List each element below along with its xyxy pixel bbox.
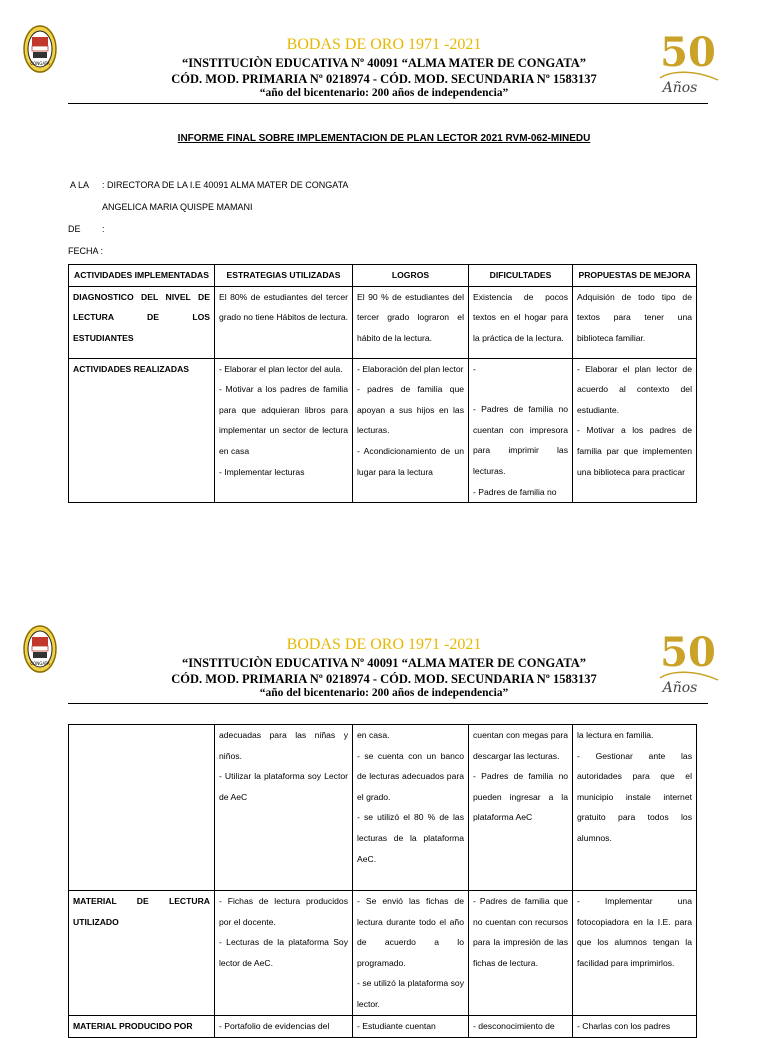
- table-cell: cuentan con megas para descargar las lecturas. - Padres de familia no pueden ingresar a la plataforma AeC: [469, 725, 573, 891]
- table-cell: adecuadas para las niñas y niños. - Utilizar la plataforma soy Lector de AeC: [215, 725, 353, 891]
- header-strategies: ESTRATEGIAS UTILIZADAS: [215, 265, 353, 287]
- table-row: [69, 358, 697, 503]
- row-label-reading-material: MATERIAL DE LECTURA UTILIZADO: [69, 891, 215, 1016]
- header-activities: ACTIVIDADES IMPLEMENTADAS: [69, 265, 215, 287]
- table-cell: [69, 725, 215, 891]
- modular-codes: CÓD. MOD. PRIMARIA Nº 0218974 - CÓD. MOD. SECUNDARIA Nº 1583137: [171, 72, 597, 86]
- sender-label: DE: [68, 224, 81, 234]
- header-difficulties: DIFICULTADES: [469, 265, 573, 287]
- year-motto: “año del bicentenario: 200 años de independencia”: [259, 687, 509, 699]
- table-cell: - Estudiante cuentan: [353, 1015, 469, 1037]
- svg-text:CONGATA: CONGATA: [30, 61, 50, 66]
- modular-codes: CÓD. MOD. PRIMARIA Nº 0218974 - CÓD. MOD. SECUNDARIA Nº 1583137: [171, 672, 597, 686]
- table-cell: - Charlas con los padres: [573, 1015, 697, 1037]
- table-cell: - Elaboración del plan lector - padres de familia que apoyan a sus hijos en las lecturas. - Acondicionamiento de un lugar para la lectura: [353, 358, 469, 503]
- recipient-value: : DIRECTORA DE LA I.E 40091 ALMA MATER DE CONGATA: [102, 180, 349, 190]
- svg-text:50: 50: [660, 30, 716, 76]
- celebration-title: BODAS DE ORO 1971 -2021: [286, 36, 482, 53]
- table-header-row: [69, 265, 697, 287]
- table-cell: Adquisión de todo tipo de textos para tener una biblioteca familiar.: [573, 286, 697, 358]
- header-proposals: PROPUESTAS DE MEJORA: [573, 265, 697, 287]
- table-row: [69, 725, 697, 891]
- table-cell: - Fichas de lectura producidos por el docente. - Lecturas de la plataforma Soy lector de AeC.: [215, 891, 353, 1016]
- celebration-title: BODAS DE ORO 1971 -2021: [286, 636, 482, 653]
- sender-value: :: [102, 224, 105, 234]
- table-cell: - Elaborar el plan lector del aula. - Motivar a los padres de familia para que adquieran libros para implementar un sector de lectura en casa - Implementar lecturas: [215, 358, 353, 503]
- table-cell: - Padres de familia que no cuentan con recursos para la impresión de las fichas de lectura.: [469, 891, 573, 1016]
- svg-text:Años: Años: [662, 680, 698, 696]
- row-label-diagnostic: DIAGNOSTICO DEL NIVEL DE LECTURA DE LOS ESTUDIANTES: [69, 286, 215, 358]
- table-cell: - - Padres de familia no cuentan con impresora para imprimir las lecturas. - Padres de familia no: [469, 358, 573, 503]
- institution-name: “INSTITUCIÒN EDUCATIVA Nº 40091 “ALMA MATER DE CONGATA”: [181, 56, 587, 70]
- year-motto: “año del bicentenario: 200 años de independencia”: [259, 87, 509, 99]
- table-cell: en casa. - se cuenta con un banco de lecturas adecuados para el grado. - se utilizó el 80 % de las lecturas de la plataforma AeC.: [353, 725, 469, 891]
- date-label: FECHA :: [68, 246, 104, 256]
- table-cell: - Portafolio de evidencias del: [215, 1015, 353, 1037]
- svg-text:CONGATA: CONGATA: [30, 661, 50, 666]
- table-cell: Existencia de pocos textos en el hogar para la práctica de la lectura.: [469, 286, 573, 358]
- recipient-name: ANGELICA MARIA QUISPE MAMANI: [102, 202, 253, 212]
- row-label-activities: ACTIVIDADES REALIZADAS: [69, 358, 215, 503]
- report-table-part-1: [68, 264, 697, 503]
- table-cell: - Implementar una fotocopiadora en la I.E. para que los alumnos tengan la facilidad para imprimirlos.: [573, 891, 697, 1016]
- recipient-label: A LA: [70, 180, 90, 190]
- table-row: [69, 1015, 697, 1037]
- header-divider: [68, 703, 708, 704]
- row-label-produced-material: MATERIAL PRODUCIDO POR: [69, 1015, 215, 1037]
- table-cell: El 80% de estudiantes del tercer grado no tiene Hábitos de lectura.: [215, 286, 353, 358]
- letterhead: [0, 0, 768, 110]
- document-page-2: [0, 600, 768, 1031]
- table-cell: - Se envió las fichas de lectura durante todo el año de acuerdo a lo programado. - se utilizó la plataforma soy lector.: [353, 891, 469, 1016]
- table-row: [69, 286, 697, 358]
- svg-text:50: 50: [660, 630, 716, 676]
- report-title: INFORME FINAL SOBRE IMPLEMENTACION DE PLAN LECTOR 2021 RVM-062-MINEDU: [177, 133, 591, 144]
- table-cell: la lectura en familia. - Gestionar ante las autoridades para que el municipio instale internet gratuito para todos los alumnos.: [573, 725, 697, 891]
- table-cell: - Elaborar el plan lector de acuerdo al contexto del estudiante. - Motivar a los padres de familia par que implementen una biblioteca para practicar: [573, 358, 697, 503]
- table-cell: El 90 % de estudiantes del tercer grado lograron el hábito de la lectura.: [353, 286, 469, 358]
- svg-text:Años: Años: [662, 80, 698, 96]
- institution-name: “INSTITUCIÒN EDUCATIVA Nº 40091 “ALMA MATER DE CONGATA”: [181, 656, 587, 670]
- report-table-part-2: [68, 724, 697, 1038]
- table-row: [69, 891, 697, 1016]
- header-divider: [68, 103, 708, 104]
- table-cell: - desconocimiento de: [469, 1015, 573, 1037]
- letterhead: [0, 600, 768, 710]
- header-achievements: LOGROS: [353, 265, 469, 287]
